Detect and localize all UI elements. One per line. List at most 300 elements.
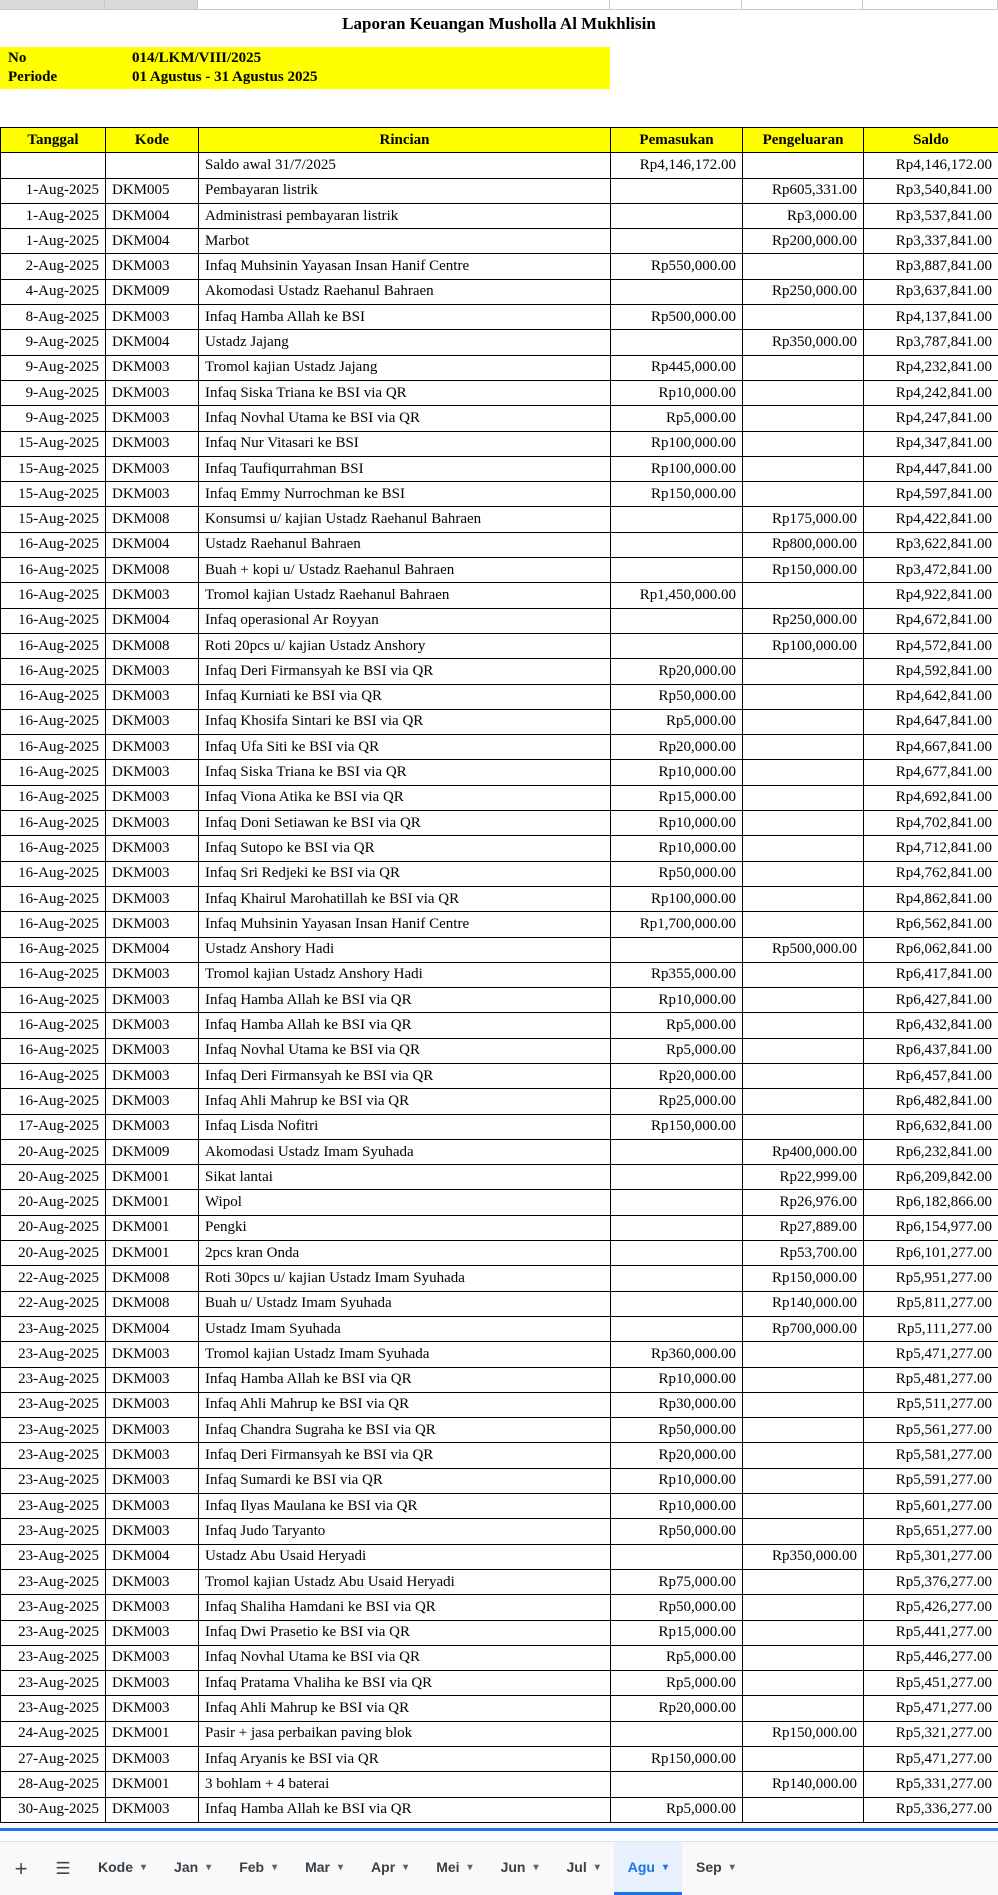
cell-rincian[interactable]: Infaq Khairul Marohatillah ke BSI via QR	[199, 886, 611, 911]
cell-rincian[interactable]: Infaq Deri Firmansyah ke BSI via QR	[199, 659, 611, 684]
cell-pengeluaran[interactable]: Rp140,000.00	[743, 1291, 864, 1316]
cell-rincian[interactable]: Ustadz Abu Usaid Heryadi	[199, 1544, 611, 1569]
cell-pemasukan[interactable]	[611, 937, 743, 962]
cell-pengeluaran[interactable]: Rp350,000.00	[743, 1544, 864, 1569]
sheet-tab-sep[interactable]	[682, 1842, 749, 1895]
cell-saldo[interactable]: Rp4,922,841.00	[864, 583, 998, 608]
cell-pengeluaran[interactable]	[743, 1418, 864, 1443]
cell-pemasukan[interactable]	[611, 203, 743, 228]
cell-pemasukan[interactable]: Rp10,000.00	[611, 760, 743, 785]
cell-kode[interactable]: DKM003	[106, 962, 199, 987]
cell-tanggal[interactable]: 23-Aug-2025	[1, 1418, 106, 1443]
cell-pengeluaran[interactable]	[743, 1797, 864, 1822]
cell-pemasukan[interactable]: Rp10,000.00	[611, 1367, 743, 1392]
cell-tanggal[interactable]: 16-Aug-2025	[1, 633, 106, 658]
cell-rincian[interactable]: Infaq Hamba Allah ke BSI via QR	[199, 1797, 611, 1822]
cell-rincian[interactable]: Infaq Muhsinin Yayasan Insan Hanif Centre	[199, 912, 611, 937]
cell-kode[interactable]: DKM003	[106, 1089, 199, 1114]
cell-rincian[interactable]: Administrasi pembayaran listrik	[199, 203, 611, 228]
sheet-tab-agu[interactable]	[614, 1842, 682, 1895]
cell-kode[interactable]: DKM008	[106, 1291, 199, 1316]
cell-kode[interactable]: DKM001	[106, 1215, 199, 1240]
cell-pemasukan[interactable]	[611, 1266, 743, 1291]
cell-saldo[interactable]: Rp5,651,277.00	[864, 1519, 998, 1544]
cell-tanggal[interactable]: 16-Aug-2025	[1, 1089, 106, 1114]
cell-rincian[interactable]: Sikat lantai	[199, 1165, 611, 1190]
cell-pengeluaran[interactable]	[743, 1038, 864, 1063]
cell-pemasukan[interactable]: Rp1,450,000.00	[611, 583, 743, 608]
cell-pengeluaran[interactable]	[743, 1089, 864, 1114]
cell-pengeluaran[interactable]	[743, 406, 864, 431]
sheet-tab-jan[interactable]	[160, 1842, 225, 1895]
header-pemasukan[interactable]: Pemasukan	[611, 128, 743, 153]
cell-saldo[interactable]: Rp4,592,841.00	[864, 659, 998, 684]
cell-pengeluaran[interactable]	[743, 1671, 864, 1696]
sheet-tab-jun[interactable]	[487, 1842, 553, 1895]
cell-rincian[interactable]: Infaq Aryanis ke BSI via QR	[199, 1747, 611, 1772]
cell-kode[interactable]: DKM003	[106, 1063, 199, 1088]
cell-tanggal[interactable]: 4-Aug-2025	[1, 279, 106, 304]
cell-saldo[interactable]: Rp5,331,277.00	[864, 1772, 998, 1797]
cell-pengeluaran[interactable]	[743, 305, 864, 330]
cell-tanggal[interactable]: 16-Aug-2025	[1, 709, 106, 734]
cell-pemasukan[interactable]: Rp75,000.00	[611, 1569, 743, 1594]
sheet-tab-apr[interactable]	[357, 1842, 422, 1895]
cell-pengeluaran[interactable]: Rp250,000.00	[743, 608, 864, 633]
cell-kode[interactable]: DKM003	[106, 760, 199, 785]
cell-saldo[interactable]: Rp4,672,841.00	[864, 608, 998, 633]
cell-tanggal[interactable]: 23-Aug-2025	[1, 1392, 106, 1417]
cell-tanggal[interactable]: 23-Aug-2025	[1, 1367, 106, 1392]
cell-pemasukan[interactable]	[611, 1544, 743, 1569]
cell-rincian[interactable]: Infaq Deri Firmansyah ke BSI via QR	[199, 1443, 611, 1468]
cell-kode[interactable]: DKM003	[106, 482, 199, 507]
cell-pemasukan[interactable]: Rp500,000.00	[611, 305, 743, 330]
cell-rincian[interactable]: Infaq Hamba Allah ke BSI via QR	[199, 988, 611, 1013]
cell-kode[interactable]: DKM003	[106, 1468, 199, 1493]
cell-pengeluaran[interactable]	[743, 1645, 864, 1670]
cell-rincian[interactable]: Infaq Muhsinin Yayasan Insan Hanif Centre	[199, 254, 611, 279]
cell-pengeluaran[interactable]	[743, 760, 864, 785]
cell-kode[interactable]: DKM004	[106, 1316, 199, 1341]
cell-tanggal[interactable]: 16-Aug-2025	[1, 684, 106, 709]
cell-pengeluaran[interactable]	[743, 1013, 864, 1038]
cell-rincian[interactable]: Wipol	[199, 1190, 611, 1215]
cell-pemasukan[interactable]: Rp50,000.00	[611, 684, 743, 709]
cell-kode[interactable]: DKM003	[106, 684, 199, 709]
cell-saldo[interactable]: Rp5,321,277.00	[864, 1721, 998, 1746]
cell-pengeluaran[interactable]	[743, 962, 864, 987]
cell-tanggal[interactable]: 16-Aug-2025	[1, 760, 106, 785]
cell-rincian[interactable]: Infaq Hamba Allah ke BSI via QR	[199, 1013, 611, 1038]
cell-pengeluaran[interactable]: Rp26,976.00	[743, 1190, 864, 1215]
cell-rincian[interactable]: Infaq Sri Redjeki ke BSI via QR	[199, 861, 611, 886]
cell-pemasukan[interactable]: Rp100,000.00	[611, 456, 743, 481]
cell-tanggal[interactable]: 20-Aug-2025	[1, 1190, 106, 1215]
cell-rincian[interactable]: Infaq Khosifa Sintari ke BSI via QR	[199, 709, 611, 734]
cell-rincian[interactable]: Tromol kajian Ustadz Raehanul Bahraen	[199, 583, 611, 608]
cell-pemasukan[interactable]: Rp150,000.00	[611, 1747, 743, 1772]
cell-pengeluaran[interactable]	[743, 785, 864, 810]
cell-tanggal[interactable]: 20-Aug-2025	[1, 1165, 106, 1190]
cell-pemasukan[interactable]	[611, 608, 743, 633]
cell-pengeluaran[interactable]	[743, 1367, 864, 1392]
cell-rincian[interactable]: Infaq operasional Ar Royyan	[199, 608, 611, 633]
cell-kode[interactable]: DKM003	[106, 1418, 199, 1443]
cell-pemasukan[interactable]: Rp355,000.00	[611, 962, 743, 987]
cell-rincian[interactable]: Ustadz Anshory Hadi	[199, 937, 611, 962]
cell-tanggal[interactable]: 16-Aug-2025	[1, 583, 106, 608]
cell-pengeluaran[interactable]	[743, 380, 864, 405]
cell-kode[interactable]: DKM003	[106, 406, 199, 431]
cell-saldo[interactable]: Rp6,154,977.00	[864, 1215, 998, 1240]
cell-kode[interactable]: DKM004	[106, 937, 199, 962]
cell-rincian[interactable]: Infaq Deri Firmansyah ke BSI via QR	[199, 1063, 611, 1088]
cell-rincian[interactable]: Infaq Pratama Vhaliha ke BSI via QR	[199, 1671, 611, 1696]
cell-kode[interactable]: DKM003	[106, 1038, 199, 1063]
cell-tanggal[interactable]: 16-Aug-2025	[1, 937, 106, 962]
cell-rincian[interactable]: Saldo awal 31/7/2025	[199, 153, 611, 178]
cell-pemasukan[interactable]	[611, 532, 743, 557]
cell-saldo[interactable]: Rp3,472,841.00	[864, 558, 998, 583]
cell-pengeluaran[interactable]: Rp150,000.00	[743, 1721, 864, 1746]
cell-pemasukan[interactable]: Rp15,000.00	[611, 785, 743, 810]
cell-tanggal[interactable]: 23-Aug-2025	[1, 1696, 106, 1721]
cell-kode[interactable]: DKM003	[106, 659, 199, 684]
cell-rincian[interactable]: Infaq Ahli Mahrup ke BSI via QR	[199, 1696, 611, 1721]
cell-rincian[interactable]: Ustadz Jajang	[199, 330, 611, 355]
cell-rincian[interactable]: Infaq Hamba Allah ke BSI via QR	[199, 1367, 611, 1392]
cell-pengeluaran[interactable]: Rp605,331.00	[743, 178, 864, 203]
cell-rincian[interactable]: Infaq Taufiqurrahman BSI	[199, 456, 611, 481]
cell-pemasukan[interactable]: Rp20,000.00	[611, 735, 743, 760]
cell-kode[interactable]: DKM003	[106, 1367, 199, 1392]
cell-kode[interactable]: DKM003	[106, 1013, 199, 1038]
cell-tanggal[interactable]: 23-Aug-2025	[1, 1620, 106, 1645]
cell-pengeluaran[interactable]: Rp250,000.00	[743, 279, 864, 304]
cell-pengeluaran[interactable]: Rp400,000.00	[743, 1139, 864, 1164]
cell-kode[interactable]: DKM003	[106, 1342, 199, 1367]
cell-pengeluaran[interactable]	[743, 355, 864, 380]
cell-pemasukan[interactable]: Rp50,000.00	[611, 1418, 743, 1443]
cell-kode[interactable]: DKM003	[106, 1620, 199, 1645]
cell-pemasukan[interactable]: Rp100,000.00	[611, 431, 743, 456]
sheet-tab-mei[interactable]	[422, 1842, 486, 1895]
cell-tanggal[interactable]: 20-Aug-2025	[1, 1139, 106, 1164]
cell-rincian[interactable]: Marbot	[199, 229, 611, 254]
cell-kode[interactable]: DKM004	[106, 229, 199, 254]
cell-rincian[interactable]: Infaq Kurniati ke BSI via QR	[199, 684, 611, 709]
cell-pengeluaran[interactable]	[743, 431, 864, 456]
cell-pemasukan[interactable]: Rp20,000.00	[611, 1063, 743, 1088]
cell-tanggal[interactable]: 16-Aug-2025	[1, 608, 106, 633]
cell-pengeluaran[interactable]: Rp3,000.00	[743, 203, 864, 228]
cell-pemasukan[interactable]: Rp100,000.00	[611, 886, 743, 911]
cell-saldo[interactable]: Rp4,347,841.00	[864, 431, 998, 456]
cell-pemasukan[interactable]: Rp5,000.00	[611, 1038, 743, 1063]
cell-tanggal[interactable]: 23-Aug-2025	[1, 1519, 106, 1544]
cell-kode[interactable]: DKM003	[106, 1696, 199, 1721]
cell-saldo[interactable]: Rp4,242,841.00	[864, 380, 998, 405]
cell-pemasukan[interactable]: Rp20,000.00	[611, 1696, 743, 1721]
cell-kode[interactable]: DKM003	[106, 254, 199, 279]
cell-saldo[interactable]: Rp3,540,841.00	[864, 178, 998, 203]
cell-pengeluaran[interactable]	[743, 456, 864, 481]
cell-rincian[interactable]: Tromol kajian Ustadz Imam Syuhada	[199, 1342, 611, 1367]
cell-rincian[interactable]: Infaq Ufa Siti ke BSI via QR	[199, 735, 611, 760]
cell-rincian[interactable]: Ustadz Imam Syuhada	[199, 1316, 611, 1341]
add-sheet-button[interactable]	[0, 1842, 42, 1895]
cell-kode[interactable]: DKM004	[106, 532, 199, 557]
cell-tanggal[interactable]: 16-Aug-2025	[1, 558, 106, 583]
cell-pengeluaran[interactable]: Rp700,000.00	[743, 1316, 864, 1341]
cell-saldo[interactable]: Rp3,637,841.00	[864, 279, 998, 304]
cell-tanggal[interactable]: 27-Aug-2025	[1, 1747, 106, 1772]
cell-pengeluaran[interactable]	[743, 912, 864, 937]
cell-tanggal[interactable]: 9-Aug-2025	[1, 355, 106, 380]
cell-kode[interactable]: DKM003	[106, 1569, 199, 1594]
cell-rincian[interactable]: Buah + kopi u/ Ustadz Raehanul Bahraen	[199, 558, 611, 583]
cell-rincian[interactable]: Pembayaran listrik	[199, 178, 611, 203]
cell-tanggal[interactable]: 16-Aug-2025	[1, 1038, 106, 1063]
cell-pemasukan[interactable]: Rp150,000.00	[611, 482, 743, 507]
cell-pengeluaran[interactable]: Rp22,999.00	[743, 1165, 864, 1190]
cell-saldo[interactable]: Rp5,446,277.00	[864, 1645, 998, 1670]
cell-rincian[interactable]: Infaq Ahli Mahrup ke BSI via QR	[199, 1392, 611, 1417]
cell-rincian[interactable]: Akomodasi Ustadz Raehanul Bahraen	[199, 279, 611, 304]
cell-pengeluaran[interactable]: Rp27,889.00	[743, 1215, 864, 1240]
cell-kode[interactable]: DKM003	[106, 431, 199, 456]
cell-rincian[interactable]: Infaq Emmy Nurrochman ke BSI	[199, 482, 611, 507]
cell-saldo[interactable]: Rp4,447,841.00	[864, 456, 998, 481]
cell-tanggal[interactable]: 16-Aug-2025	[1, 1013, 106, 1038]
cell-pengeluaran[interactable]	[743, 1569, 864, 1594]
cell-tanggal[interactable]: 2-Aug-2025	[1, 254, 106, 279]
cell-pengeluaran[interactable]	[743, 659, 864, 684]
cell-pengeluaran[interactable]: Rp200,000.00	[743, 229, 864, 254]
cell-saldo[interactable]: Rp3,537,841.00	[864, 203, 998, 228]
cell-saldo[interactable]: Rp6,101,277.00	[864, 1241, 998, 1266]
cell-saldo[interactable]: Rp5,471,277.00	[864, 1342, 998, 1367]
cell-rincian[interactable]: Infaq Ahli Mahrup ke BSI via QR	[199, 1089, 611, 1114]
cell-tanggal[interactable]: 16-Aug-2025	[1, 861, 106, 886]
cell-kode[interactable]: DKM003	[106, 912, 199, 937]
cell-pengeluaran[interactable]: Rp53,700.00	[743, 1241, 864, 1266]
cell-tanggal[interactable]: 24-Aug-2025	[1, 1721, 106, 1746]
cell-pemasukan[interactable]: Rp4,146,172.00	[611, 153, 743, 178]
cell-rincian[interactable]: Infaq Lisda Nofitri	[199, 1114, 611, 1139]
cell-kode[interactable]: DKM003	[106, 735, 199, 760]
cell-kode[interactable]: DKM009	[106, 1139, 199, 1164]
cell-saldo[interactable]: Rp6,562,841.00	[864, 912, 998, 937]
cell-kode[interactable]: DKM003	[106, 1645, 199, 1670]
cell-kode[interactable]: DKM003	[106, 1519, 199, 1544]
cell-kode[interactable]: DKM003	[106, 1392, 199, 1417]
cell-rincian[interactable]: Akomodasi Ustadz Imam Syuhada	[199, 1139, 611, 1164]
cell-pemasukan[interactable]: Rp50,000.00	[611, 1519, 743, 1544]
cell-saldo[interactable]: Rp5,301,277.00	[864, 1544, 998, 1569]
cell-pemasukan[interactable]: Rp15,000.00	[611, 1620, 743, 1645]
cell-tanggal[interactable]: 20-Aug-2025	[1, 1215, 106, 1240]
cell-kode[interactable]: DKM003	[106, 1595, 199, 1620]
cell-tanggal[interactable]: 9-Aug-2025	[1, 330, 106, 355]
cell-tanggal[interactable]: 15-Aug-2025	[1, 431, 106, 456]
cell-rincian[interactable]: Ustadz Raehanul Bahraen	[199, 532, 611, 557]
cell-rincian[interactable]: Infaq Judo Taryanto	[199, 1519, 611, 1544]
cell-kode[interactable]: DKM003	[106, 456, 199, 481]
cell-rincian[interactable]: Infaq Sutopo ke BSI via QR	[199, 836, 611, 861]
cell-tanggal[interactable]: 23-Aug-2025	[1, 1443, 106, 1468]
cell-saldo[interactable]: Rp4,137,841.00	[864, 305, 998, 330]
cell-pemasukan[interactable]: Rp360,000.00	[611, 1342, 743, 1367]
cell-pengeluaran[interactable]	[743, 811, 864, 836]
cell-pemasukan[interactable]	[611, 507, 743, 532]
cell-saldo[interactable]: Rp6,232,841.00	[864, 1139, 998, 1164]
cell-pengeluaran[interactable]: Rp800,000.00	[743, 532, 864, 557]
cell-tanggal[interactable]: 23-Aug-2025	[1, 1544, 106, 1569]
cell-saldo[interactable]: Rp4,572,841.00	[864, 633, 998, 658]
cell-kode[interactable]: DKM003	[106, 1671, 199, 1696]
cell-rincian[interactable]: Pasir + jasa perbaikan paving blok	[199, 1721, 611, 1746]
cell-saldo[interactable]: Rp4,422,841.00	[864, 507, 998, 532]
sheet-tab-feb[interactable]	[225, 1842, 291, 1895]
cell-tanggal[interactable]: 23-Aug-2025	[1, 1569, 106, 1594]
cell-kode[interactable]: DKM003	[106, 583, 199, 608]
cell-pengeluaran[interactable]	[743, 1494, 864, 1519]
cell-rincian[interactable]: Infaq Novhal Utama ke BSI via QR	[199, 1038, 611, 1063]
cell-tanggal[interactable]: 16-Aug-2025	[1, 886, 106, 911]
cell-pemasukan[interactable]	[611, 1721, 743, 1746]
cell-rincian[interactable]: Infaq Siska Triana ke BSI via QR	[199, 380, 611, 405]
cell-tanggal[interactable]: 23-Aug-2025	[1, 1342, 106, 1367]
cell-pemasukan[interactable]: Rp10,000.00	[611, 836, 743, 861]
cell-kode[interactable]: DKM009	[106, 279, 199, 304]
cell-tanggal[interactable]: 16-Aug-2025	[1, 811, 106, 836]
cell-saldo[interactable]: Rp4,762,841.00	[864, 861, 998, 886]
cell-tanggal[interactable]: 16-Aug-2025	[1, 836, 106, 861]
cell-saldo[interactable]: Rp6,209,842.00	[864, 1165, 998, 1190]
cell-saldo[interactable]: Rp6,482,841.00	[864, 1089, 998, 1114]
cell-saldo[interactable]: Rp4,712,841.00	[864, 836, 998, 861]
cell-kode[interactable]: DKM003	[106, 380, 199, 405]
cell-pemasukan[interactable]: Rp5,000.00	[611, 1013, 743, 1038]
cell-rincian[interactable]: Infaq Dwi Prasetio ke BSI via QR	[199, 1620, 611, 1645]
cell-tanggal[interactable]: 16-Aug-2025	[1, 912, 106, 937]
cell-pengeluaran[interactable]	[743, 153, 864, 178]
cell-tanggal[interactable]: 23-Aug-2025	[1, 1645, 106, 1670]
cell-tanggal[interactable]: 9-Aug-2025	[1, 380, 106, 405]
cell-rincian[interactable]: Buah u/ Ustadz Imam Syuhada	[199, 1291, 611, 1316]
cell-pemasukan[interactable]	[611, 279, 743, 304]
cell-tanggal[interactable]: 16-Aug-2025	[1, 659, 106, 684]
cell-tanggal[interactable]	[1, 153, 106, 178]
cell-pemasukan[interactable]: Rp20,000.00	[611, 1443, 743, 1468]
cell-pemasukan[interactable]: Rp5,000.00	[611, 406, 743, 431]
cell-rincian[interactable]: Infaq Chandra Sugraha ke BSI via QR	[199, 1418, 611, 1443]
cell-kode[interactable]: DKM008	[106, 1266, 199, 1291]
cell-pengeluaran[interactable]	[743, 886, 864, 911]
cell-saldo[interactable]: Rp5,111,277.00	[864, 1316, 998, 1341]
cell-pemasukan[interactable]	[611, 1139, 743, 1164]
cell-tanggal[interactable]: 8-Aug-2025	[1, 305, 106, 330]
cell-tanggal[interactable]: 16-Aug-2025	[1, 962, 106, 987]
cell-kode[interactable]: DKM003	[106, 785, 199, 810]
cell-kode[interactable]: DKM003	[106, 1494, 199, 1519]
cell-kode[interactable]: DKM003	[106, 1114, 199, 1139]
cell-saldo[interactable]: Rp5,471,277.00	[864, 1696, 998, 1721]
cell-rincian[interactable]: Infaq Sumardi ke BSI via QR	[199, 1468, 611, 1493]
cell-saldo[interactable]: Rp5,951,277.00	[864, 1266, 998, 1291]
cell-rincian[interactable]: Infaq Novhal Utama ke BSI via QR	[199, 406, 611, 431]
cell-rincian[interactable]: Tromol kajian Ustadz Jajang	[199, 355, 611, 380]
cell-rincian[interactable]: Infaq Hamba Allah ke BSI	[199, 305, 611, 330]
cell-pengeluaran[interactable]	[743, 482, 864, 507]
cell-tanggal[interactable]: 9-Aug-2025	[1, 406, 106, 431]
cell-pemasukan[interactable]	[611, 1316, 743, 1341]
cell-kode[interactable]: DKM004	[106, 203, 199, 228]
sheet-tab-jul[interactable]	[553, 1842, 614, 1895]
cell-tanggal[interactable]: 22-Aug-2025	[1, 1291, 106, 1316]
cell-pengeluaran[interactable]	[743, 1519, 864, 1544]
cell-saldo[interactable]: Rp4,692,841.00	[864, 785, 998, 810]
cell-rincian[interactable]: Roti 30pcs u/ kajian Ustadz Imam Syuhada	[199, 1266, 611, 1291]
cell-saldo[interactable]: Rp4,146,172.00	[864, 153, 998, 178]
cell-saldo[interactable]: Rp5,336,277.00	[864, 1797, 998, 1822]
cell-kode[interactable]: DKM003	[106, 305, 199, 330]
cell-kode[interactable]: DKM003	[106, 1747, 199, 1772]
cell-pengeluaran[interactable]	[743, 988, 864, 1013]
all-sheets-button[interactable]	[42, 1842, 84, 1895]
cell-pemasukan[interactable]: Rp10,000.00	[611, 988, 743, 1013]
header-tanggal[interactable]: Tanggal	[1, 128, 106, 153]
cell-kode[interactable]: DKM004	[106, 608, 199, 633]
cell-pemasukan[interactable]: Rp50,000.00	[611, 861, 743, 886]
cell-tanggal[interactable]: 1-Aug-2025	[1, 229, 106, 254]
cell-saldo[interactable]: Rp5,591,277.00	[864, 1468, 998, 1493]
cell-tanggal[interactable]: 15-Aug-2025	[1, 482, 106, 507]
cell-kode[interactable]: DKM004	[106, 330, 199, 355]
cell-pemasukan[interactable]: Rp10,000.00	[611, 380, 743, 405]
cell-saldo[interactable]: Rp4,677,841.00	[864, 760, 998, 785]
cell-saldo[interactable]: Rp5,511,277.00	[864, 1392, 998, 1417]
cell-rincian[interactable]: Infaq Shaliha Hamdani ke BSI via QR	[199, 1595, 611, 1620]
cell-saldo[interactable]: Rp6,062,841.00	[864, 937, 998, 962]
cell-saldo[interactable]: Rp4,702,841.00	[864, 811, 998, 836]
cell-pemasukan[interactable]	[611, 558, 743, 583]
cell-pemasukan[interactable]: Rp10,000.00	[611, 811, 743, 836]
cell-pemasukan[interactable]	[611, 229, 743, 254]
cell-kode[interactable]: DKM001	[106, 1165, 199, 1190]
cell-tanggal[interactable]: 20-Aug-2025	[1, 1241, 106, 1266]
cell-kode[interactable]: DKM003	[106, 886, 199, 911]
cell-pengeluaran[interactable]	[743, 684, 864, 709]
cell-tanggal[interactable]: 1-Aug-2025	[1, 203, 106, 228]
cell-rincian[interactable]: Infaq Ilyas Maulana ke BSI via QR	[199, 1494, 611, 1519]
cell-rincian[interactable]: 2pcs kran Onda	[199, 1241, 611, 1266]
cell-kode[interactable]: DKM003	[106, 811, 199, 836]
cell-kode[interactable]: DKM001	[106, 1772, 199, 1797]
cell-tanggal[interactable]: 17-Aug-2025	[1, 1114, 106, 1139]
cell-tanggal[interactable]: 16-Aug-2025	[1, 988, 106, 1013]
cell-pengeluaran[interactable]	[743, 1342, 864, 1367]
cell-pengeluaran[interactable]: Rp500,000.00	[743, 937, 864, 962]
cell-pemasukan[interactable]: Rp150,000.00	[611, 1114, 743, 1139]
cell-saldo[interactable]: Rp6,417,841.00	[864, 962, 998, 987]
cell-saldo[interactable]: Rp6,632,841.00	[864, 1114, 998, 1139]
cell-pengeluaran[interactable]	[743, 861, 864, 886]
cell-pemasukan[interactable]	[611, 1165, 743, 1190]
cell-pemasukan[interactable]	[611, 330, 743, 355]
